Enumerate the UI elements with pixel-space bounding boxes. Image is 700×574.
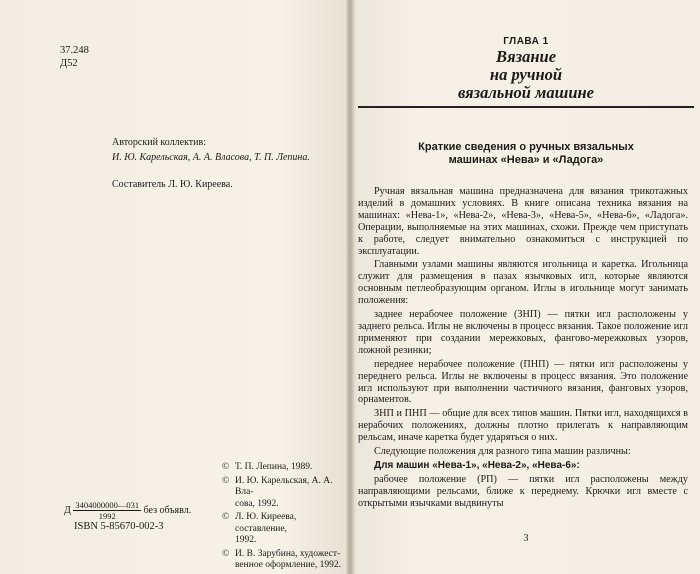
chapter-title-line: вязальной машине [457, 83, 595, 102]
credits-block [112, 136, 310, 191]
udc-classification [60, 44, 89, 70]
copyright-entry: © И. Ю. Карельская, А. А. Вла- сова, 1992. [222, 475, 333, 509]
paragraph: переднее нерабочее положение (ПНП) — пятки игл расположены у переднего рельса. Иглы не включены в процесс вязания. Это положение игл используют при выполнении частичного вязания, фанговых узоров, орнаментов. [358, 358, 688, 406]
chapter-heading [352, 36, 700, 101]
copyright-block [222, 462, 347, 572]
paragraph: Главными узлами машины являются игольница и каретка. Игольница служит для размещения в пазах язычковых игл, которые являются основным петлеобразующим органом. Иглы в игольнице могут занимать положения: [358, 259, 688, 307]
paragraph: рабочее положение (РП) — пятки игл расположены между направляющими рельсами, ближе к переднему. Крючки игл вместе с открытыми язычками выдвинуты [358, 473, 688, 509]
code-suffix: без объявл. [143, 504, 192, 516]
chapter-divider [358, 106, 694, 108]
code-numerator: 3404000000—031 [75, 500, 140, 510]
page-number: 3 [523, 533, 529, 544]
compiler-line: Составитель Л. Ю. Киреева. [112, 179, 233, 190]
body-text [358, 186, 688, 512]
author-mark: Д52 [60, 58, 78, 69]
copyright-entry: © И. В. Зарубина, художест- венное оформление, 1992. [222, 548, 342, 570]
paragraph: Ручная вязальная машина предназначена для вязания трикотажных изделий в домашних условиях. В книге описана техника вязания на машинах: «Нева-1», «Нева-2», «Нева-3», «Нева-5», «Нева-6», «Ладога». Операции, выполняемые на этих машинах, схожи. Прежде чем приступать к работе, следует внимательно ознакомиться с инструкцией по эксплуатации. [358, 186, 688, 257]
paragraph: ЗНП и ПНП — общие для всех типов машин. Пятки игл, находящихся в нерабочих положениях, должны плотно прилегать к направляющим рельсам, иначе каретка будет ударяться о них. [358, 408, 688, 444]
subheading: Для машин «Нева-1», «Нева-2», «Нева-6»: [374, 459, 580, 471]
code-denominator: 1992 [98, 511, 116, 521]
chapter-label: ГЛАВА 1 [503, 36, 549, 47]
copyright-entry: © Л. Ю. Киреева, составление, 1992. [222, 512, 297, 545]
code-letter: Д [64, 504, 71, 516]
publication-code [64, 500, 191, 521]
chapter-title-line: на ручной [489, 65, 563, 84]
code-fraction [73, 500, 141, 521]
paragraph: заднее нерабочее положение (ЗНП) — пятки игл расположены у заднего рельса. Иглы не включены в процесс вязания. Такое положение игл применяют при создании мережковых, фангово-мережковых узоров, ложной резинки; [358, 309, 688, 356]
isbn: ISBN 5-85670-002-3 [74, 521, 164, 532]
copyright-entry: © Т. П. Лепина, 1989. [222, 462, 313, 472]
authors-list: И. Ю. Карельская, А. А. Власова, Т. П. Лепина. [112, 152, 310, 163]
udc-code: 37.248 [60, 45, 89, 56]
paragraph: Следующие положения для разного типа машин различны: [374, 446, 631, 458]
right-page [352, 0, 700, 574]
credits-heading: Авторский коллектив: [112, 137, 207, 148]
section-title: Краткие сведения о ручных вязальных машинах «Нева» и «Ладога» [418, 141, 634, 166]
chapter-title-line: Вязание [495, 47, 557, 66]
